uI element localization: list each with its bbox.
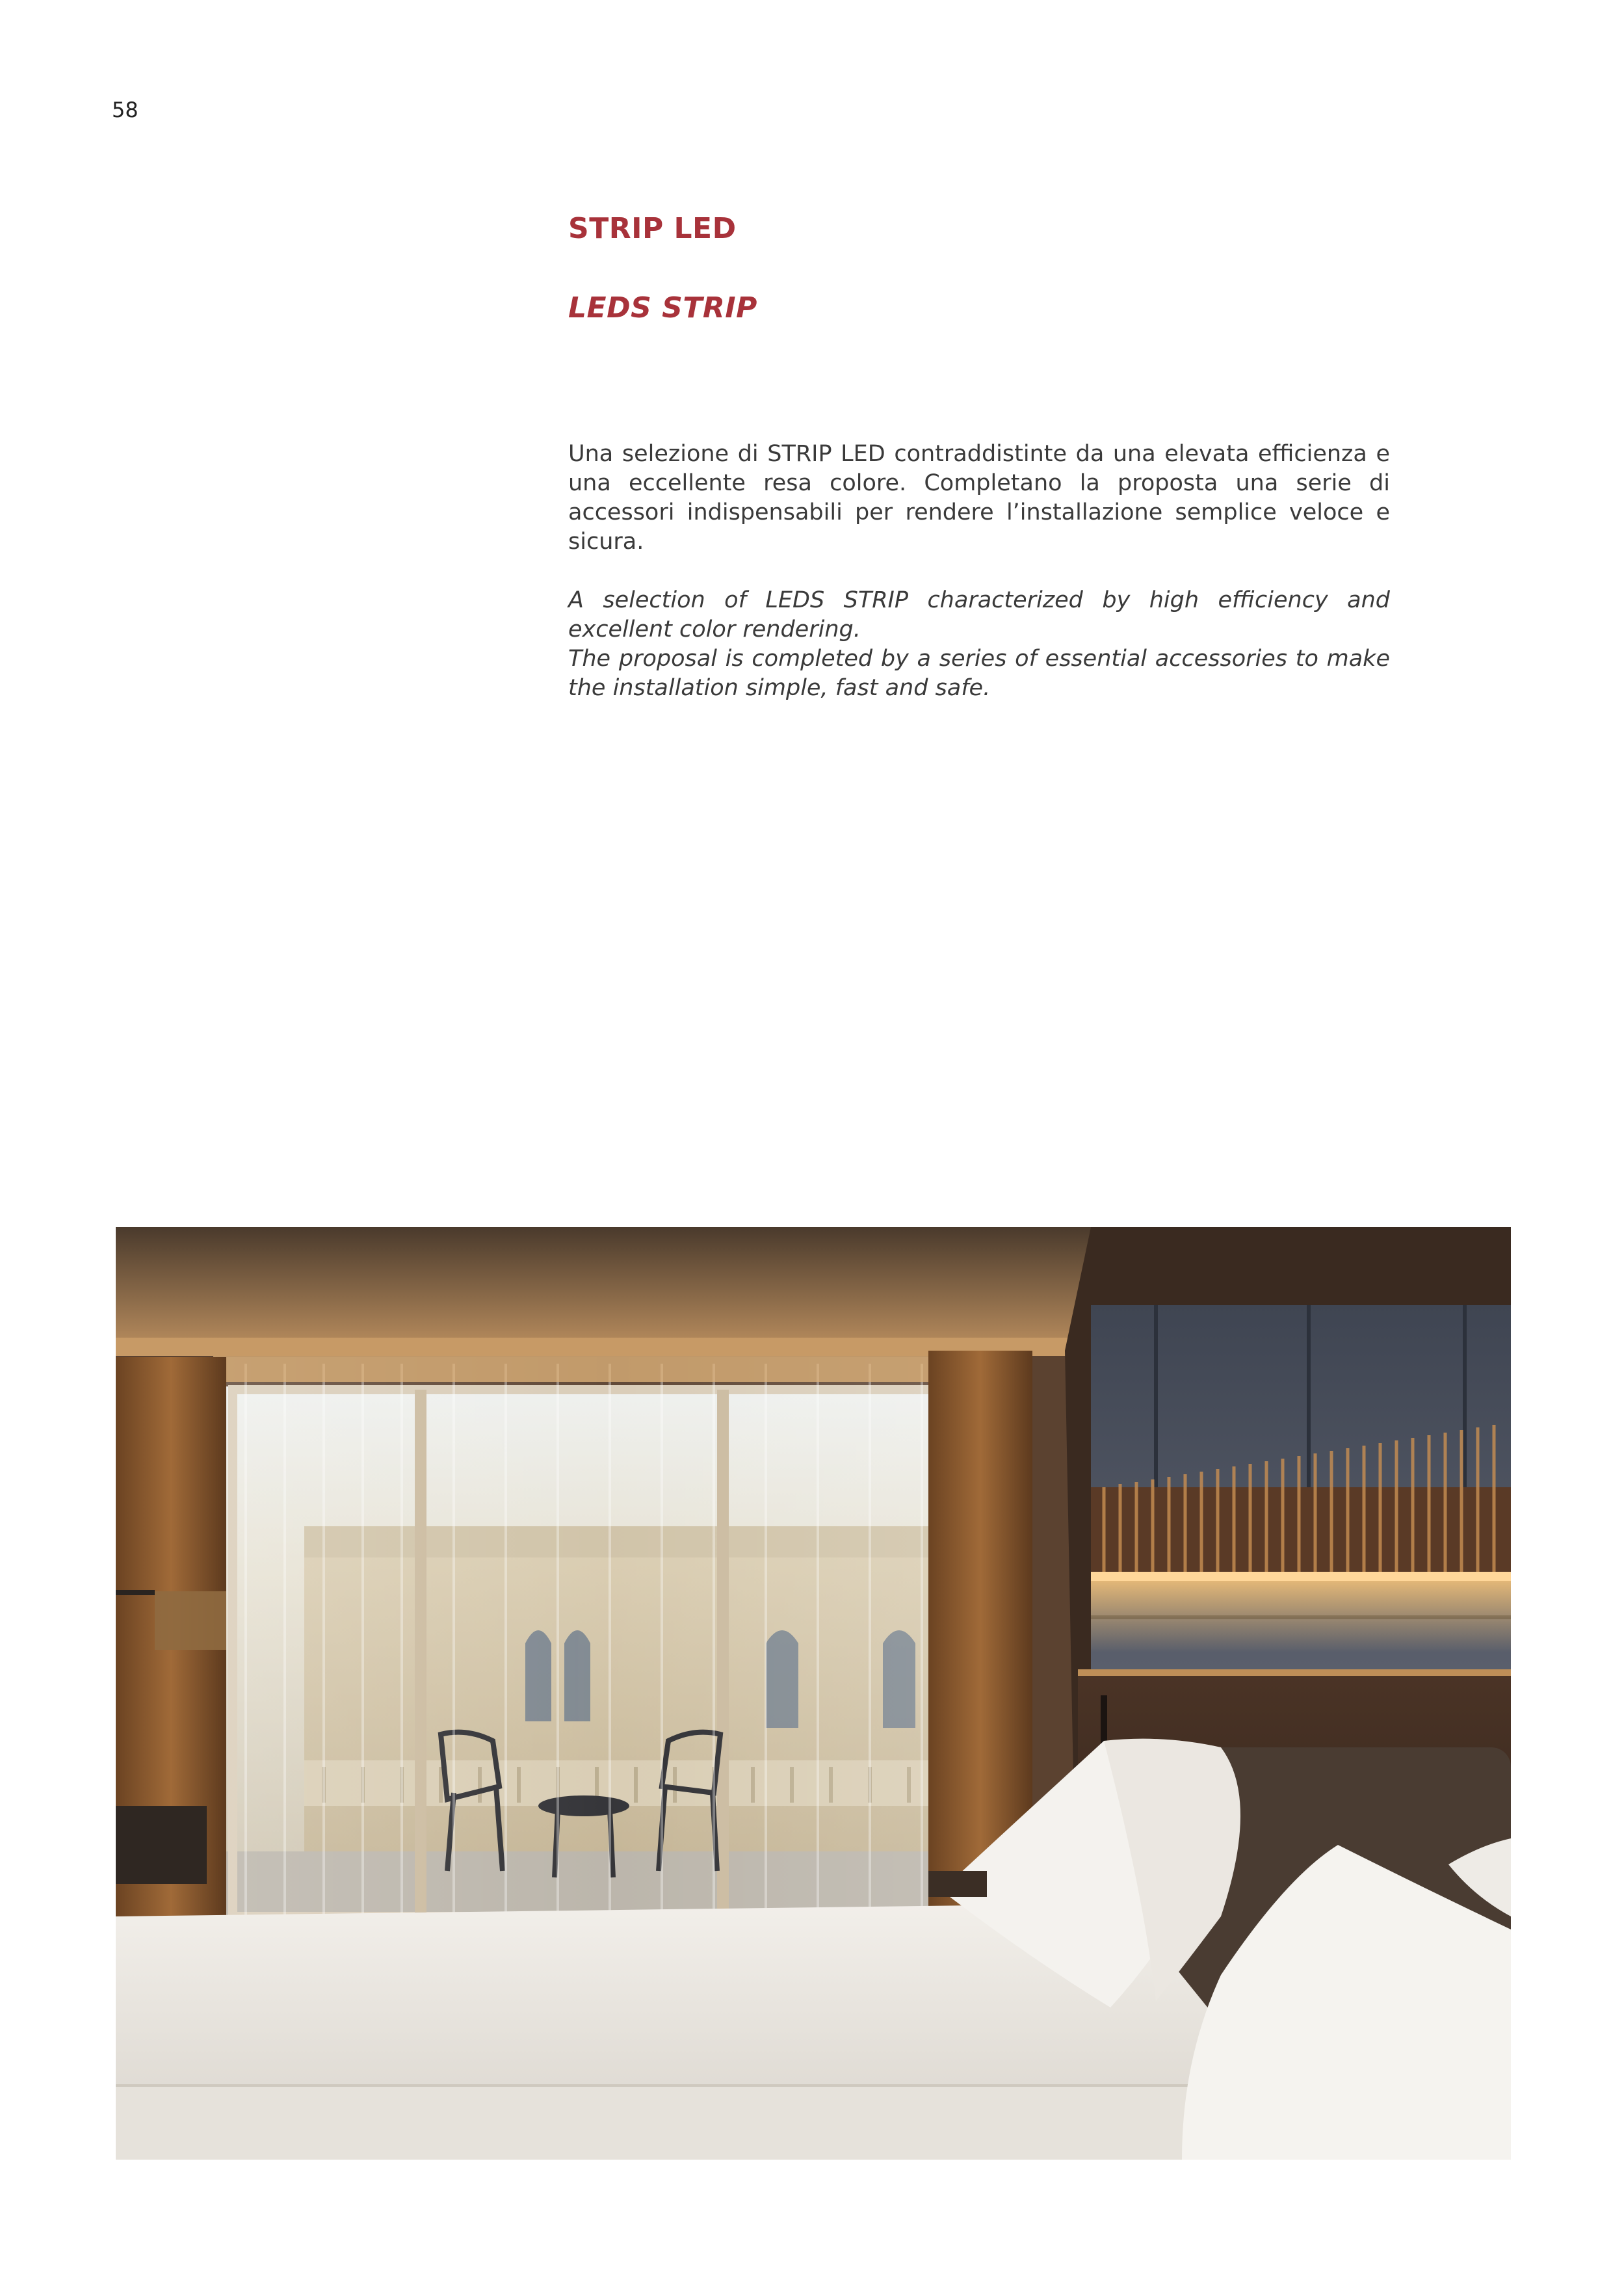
bedroom-photo	[116, 1227, 1511, 2160]
description-english-2: The proposal is completed by a series of essential accessories to make the installation simple, fast and safe.	[568, 646, 1390, 701]
section-subtitle: LEDS STRIP	[568, 291, 757, 324]
description-block	[568, 440, 1390, 703]
description-english-1: A selection of LEDS STRIP characterized by high efficiency and excellent color rendering.	[568, 587, 1390, 642]
page-number: 58	[112, 98, 138, 122]
description-italian: Una selezione di STRIP LED contraddistinte da una elevata efficienza e una eccellente resa colore. Completano la proposta una serie di accessori indispensabili per rendere l’installazione semplice veloce e sicura.	[568, 441, 1390, 555]
paragraph-spacer	[568, 557, 1390, 586]
section-title: STRIP LED	[568, 212, 737, 245]
